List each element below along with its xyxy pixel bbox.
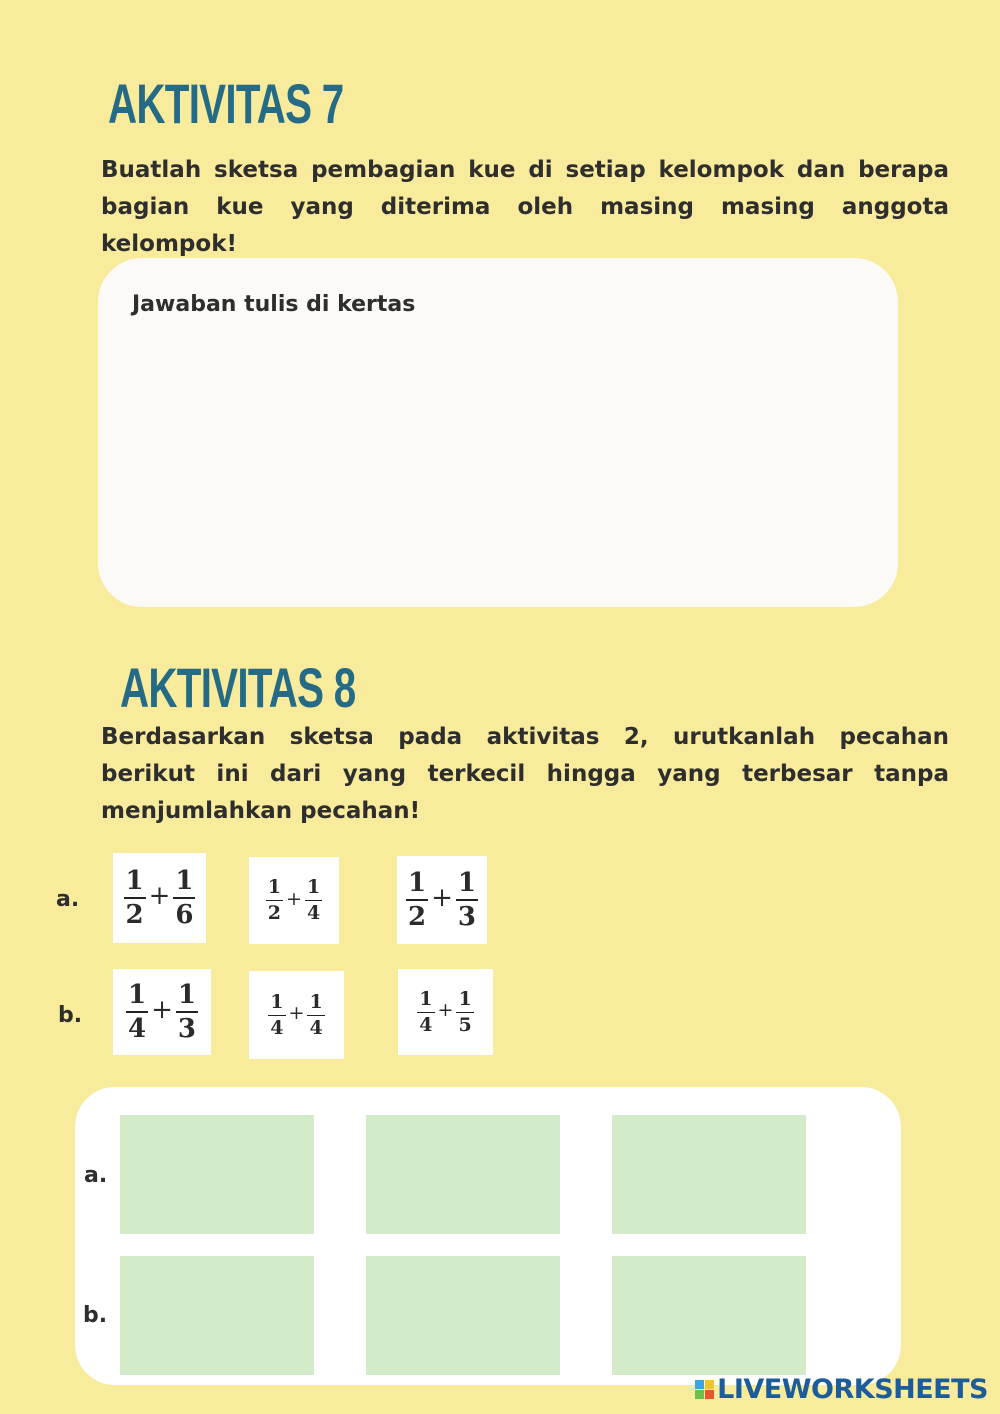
denominator: 6 xyxy=(175,900,194,930)
fraction xyxy=(268,990,285,1039)
answer-note: Jawaban tulis di kertas xyxy=(132,292,416,317)
fraction xyxy=(307,990,324,1039)
numerator: 1 xyxy=(307,993,324,1016)
fraction xyxy=(305,878,322,923)
order-panel xyxy=(75,1087,901,1385)
denominator: 2 xyxy=(408,902,427,932)
denominator: 4 xyxy=(128,1014,147,1044)
denominator: 4 xyxy=(419,1013,433,1036)
plus-sign: + xyxy=(288,1002,305,1024)
activity8-instruction: Berdasarkan sketsa pada aktivitas 2, urutkanlah pecahan berikut ini dari yang terkecil hingga yang terbesar tanpa menjumlahkan pecahan! xyxy=(101,724,949,824)
numerator: 1 xyxy=(456,870,478,901)
fraction xyxy=(266,878,283,923)
denominator: 5 xyxy=(458,1013,472,1036)
fraction xyxy=(124,868,146,928)
order-label-b: b. xyxy=(83,1303,108,1328)
drop-slot-b-1[interactable] xyxy=(120,1256,314,1375)
row-label-a: a. xyxy=(56,887,80,912)
activity8-title: AKTIVITAS 8 xyxy=(120,656,356,719)
denominator: 3 xyxy=(457,902,476,932)
plus-sign: + xyxy=(148,881,171,911)
logo-squares-icon xyxy=(695,1380,714,1399)
numerator: 1 xyxy=(126,982,148,1013)
fraction xyxy=(406,870,428,930)
fraction-card[interactable] xyxy=(113,969,211,1055)
denominator: 4 xyxy=(306,902,321,924)
fraction-card[interactable] xyxy=(249,857,339,944)
denominator: 3 xyxy=(177,1014,196,1044)
fraction xyxy=(456,870,478,930)
numerator: 1 xyxy=(266,878,283,901)
fraction xyxy=(417,987,434,1036)
denominator: 4 xyxy=(270,1016,284,1039)
drop-slot-a-2[interactable] xyxy=(366,1115,560,1234)
fraction xyxy=(173,868,195,928)
numerator: 1 xyxy=(417,990,434,1013)
brand-name: LIVEWORKSHEETS xyxy=(717,1374,988,1405)
fraction xyxy=(126,982,148,1042)
activity7-title: AKTIVITAS 7 xyxy=(108,72,344,135)
fraction xyxy=(456,987,473,1036)
numerator: 1 xyxy=(268,993,285,1016)
numerator: 1 xyxy=(305,878,322,901)
denominator: 2 xyxy=(267,902,282,924)
drop-slot-a-3[interactable] xyxy=(612,1115,806,1234)
numerator: 1 xyxy=(456,990,473,1013)
plus-sign: + xyxy=(286,887,302,910)
drop-slot-b-3[interactable] xyxy=(612,1256,806,1375)
numerator: 1 xyxy=(176,982,198,1013)
drop-slot-b-2[interactable] xyxy=(366,1256,560,1375)
order-label-a: a. xyxy=(84,1163,108,1188)
activity7-instruction: Buatlah sketsa pembagian kue di setiap kelompok dan berapa bagian kue yang diterima oleh masing masing anggota kelompok! xyxy=(101,157,949,257)
plus-sign: + xyxy=(437,999,454,1021)
fraction-card[interactable] xyxy=(398,969,493,1055)
answer-box[interactable] xyxy=(98,258,898,607)
denominator: 4 xyxy=(309,1016,323,1039)
liveworksheets-logo[interactable] xyxy=(695,1374,988,1405)
fraction-card[interactable] xyxy=(397,856,487,944)
fraction-card[interactable] xyxy=(249,971,344,1059)
plus-sign: + xyxy=(431,883,453,913)
denominator: 2 xyxy=(125,900,144,930)
drop-slot-a-1[interactable] xyxy=(120,1115,314,1234)
numerator: 1 xyxy=(173,868,195,899)
row-label-b: b. xyxy=(58,1003,83,1028)
fraction xyxy=(176,982,198,1042)
fraction-card[interactable] xyxy=(113,853,206,943)
numerator: 1 xyxy=(406,870,428,901)
numerator: 1 xyxy=(124,868,146,899)
plus-sign: + xyxy=(151,995,173,1025)
